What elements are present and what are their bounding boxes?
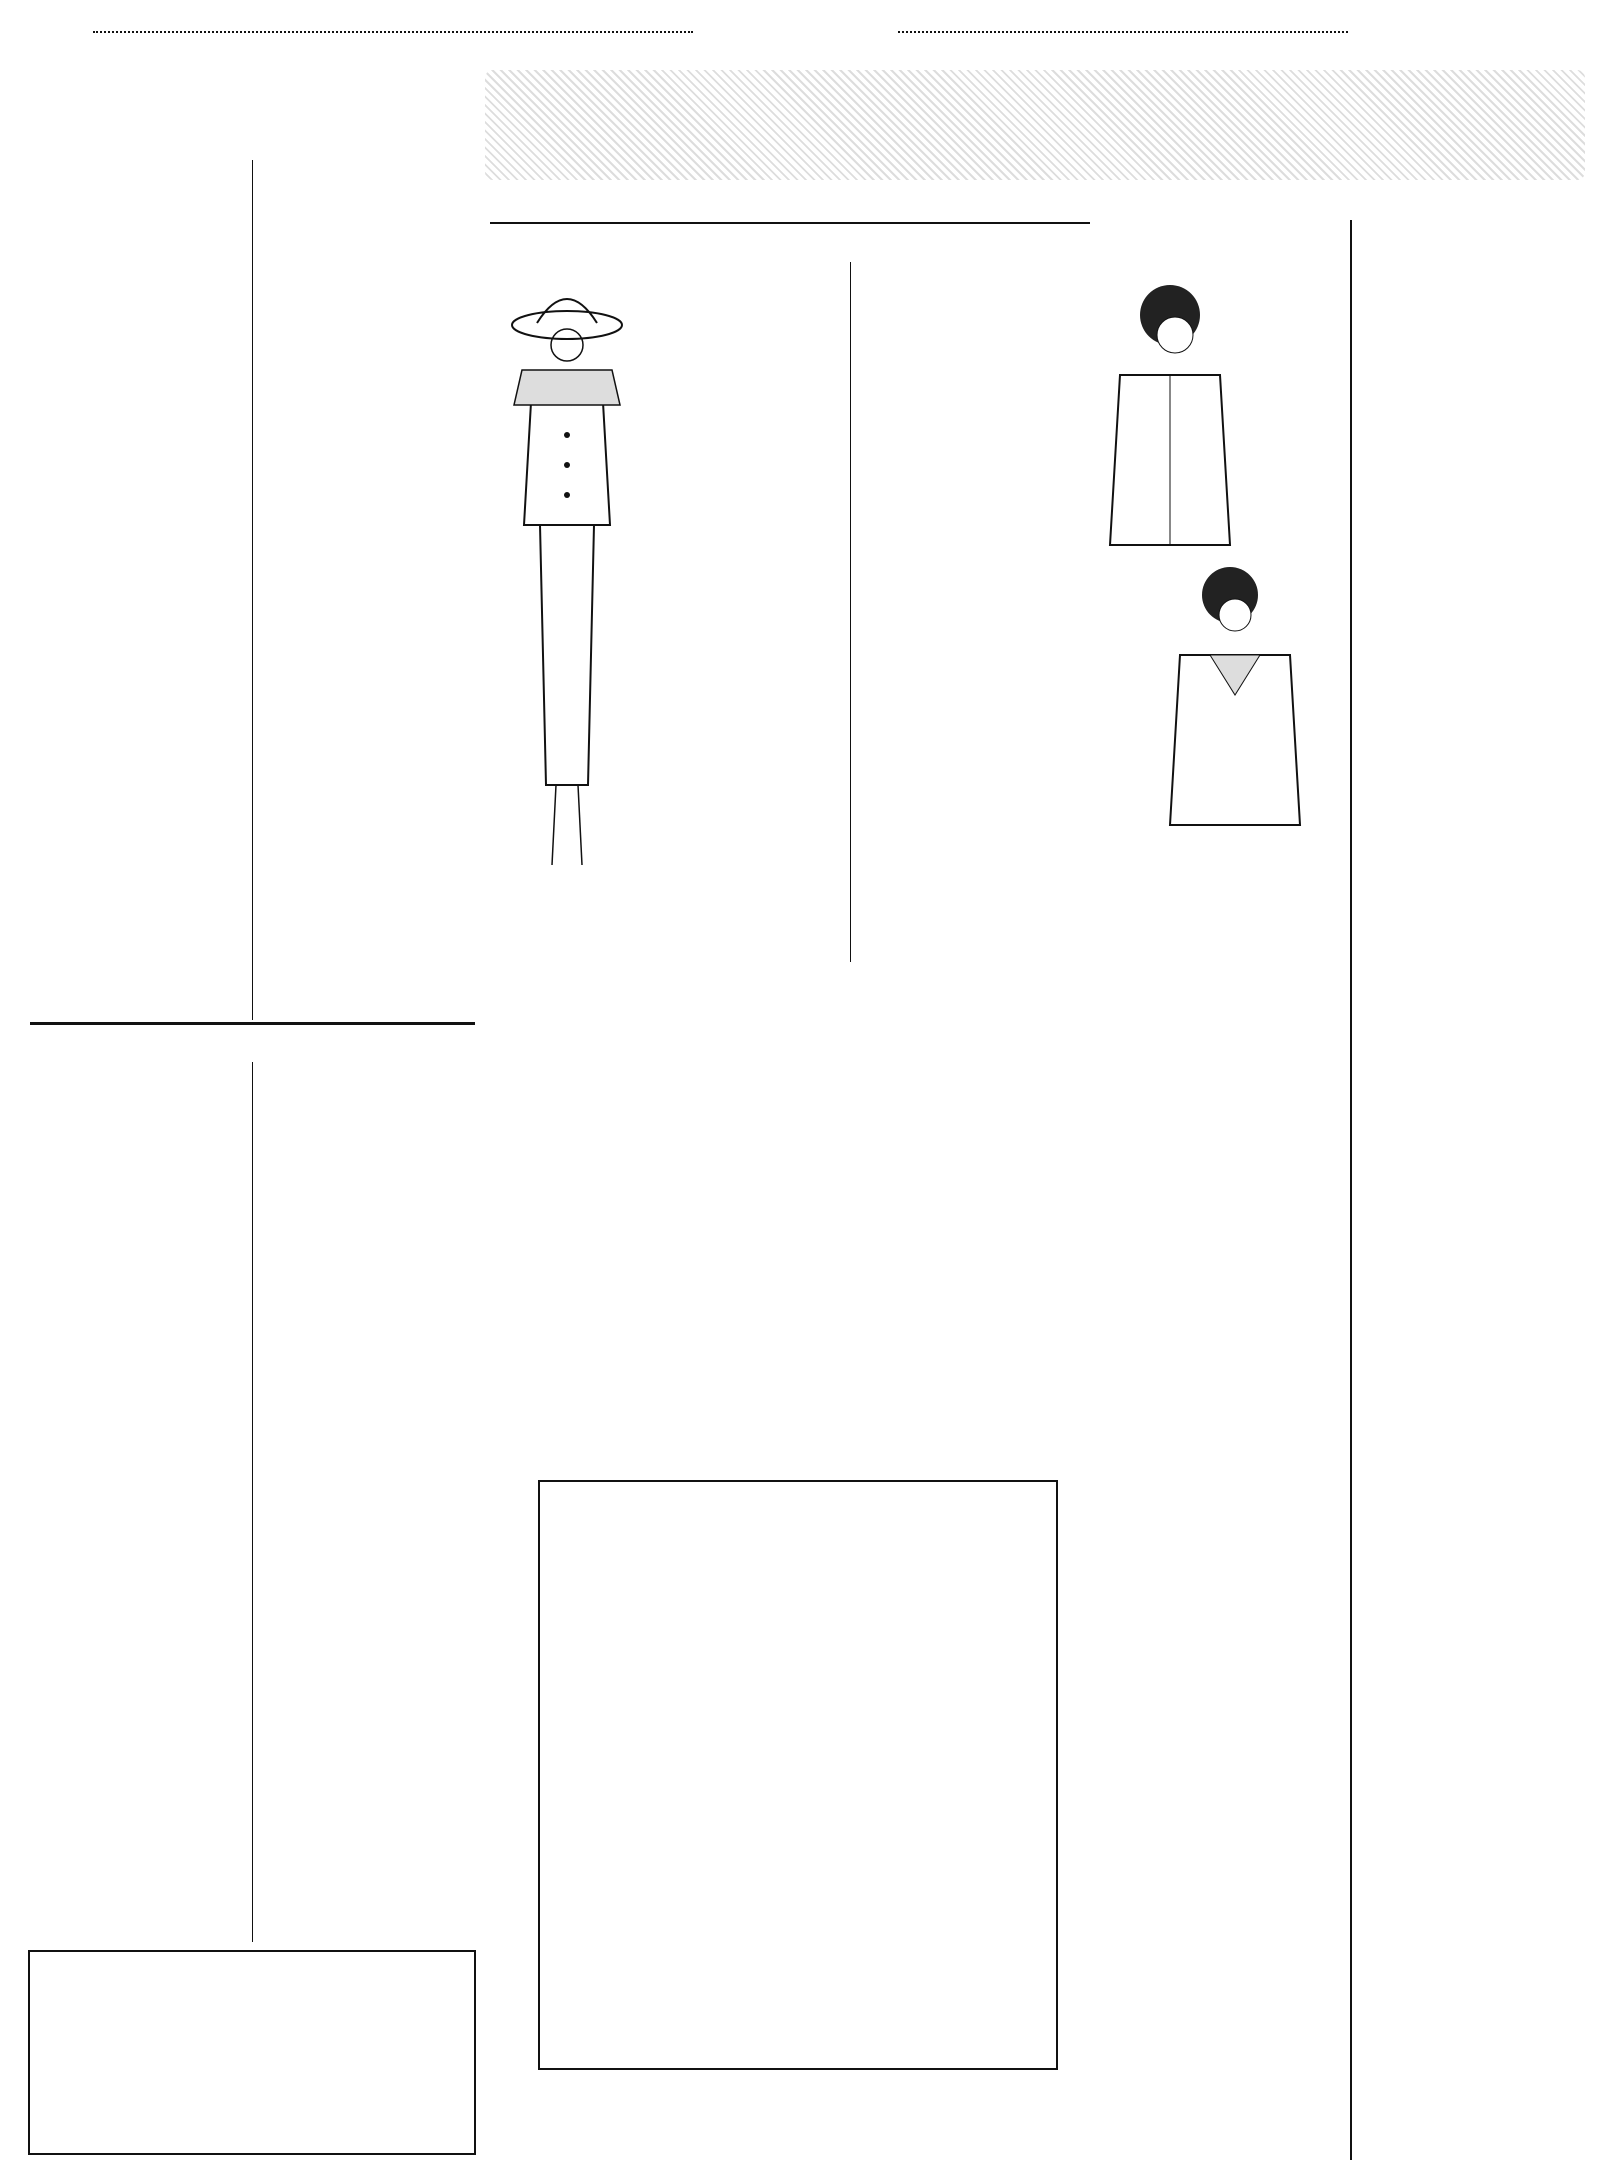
ambassador-block (1360, 190, 1585, 200)
eyes-swelling-text (1080, 1740, 1340, 1890)
novel-col1 (30, 178, 245, 1018)
eyes-wrinkles-text (1080, 1520, 1340, 1700)
shoes-col1 (30, 1062, 245, 1942)
eyes-col1 (855, 270, 1070, 306)
eyes-intro (645, 270, 845, 410)
masthead (18, 18, 1582, 44)
shoes-col3 (490, 1030, 845, 1470)
fashion-illustration-blouse (1080, 265, 1340, 865)
shoes-col2 (260, 1062, 470, 1942)
novel-divider (252, 160, 253, 1020)
suit-drawing (492, 265, 637, 900)
banner-background (485, 70, 1585, 180)
eyes-fatigue-text (855, 332, 1070, 927)
eyes-bags-text (1080, 1932, 1340, 2157)
masthead-dots-left (93, 31, 693, 33)
ades-ad (538, 1480, 1058, 2070)
eyes-divider-1 (850, 262, 851, 962)
section-banner (485, 70, 1585, 180)
caption-blouse-text (1080, 888, 1340, 968)
right-column-divider (1350, 220, 1352, 2160)
shoes-divider (252, 1062, 253, 1942)
eyes-col2 (1080, 975, 1340, 1475)
blouse-drawing (1080, 265, 1340, 865)
eyes-top-rule (490, 222, 1090, 224)
shoes-top-rule (30, 1022, 475, 1025)
novel-section (30, 55, 470, 61)
poems-block (275, 860, 465, 870)
masthead-dots-right (898, 31, 1348, 33)
novel-col2 (260, 160, 475, 760)
caption-suit-text (492, 922, 737, 997)
fashion-illustration-suit (492, 265, 637, 900)
gifts-ad (28, 1950, 476, 2155)
